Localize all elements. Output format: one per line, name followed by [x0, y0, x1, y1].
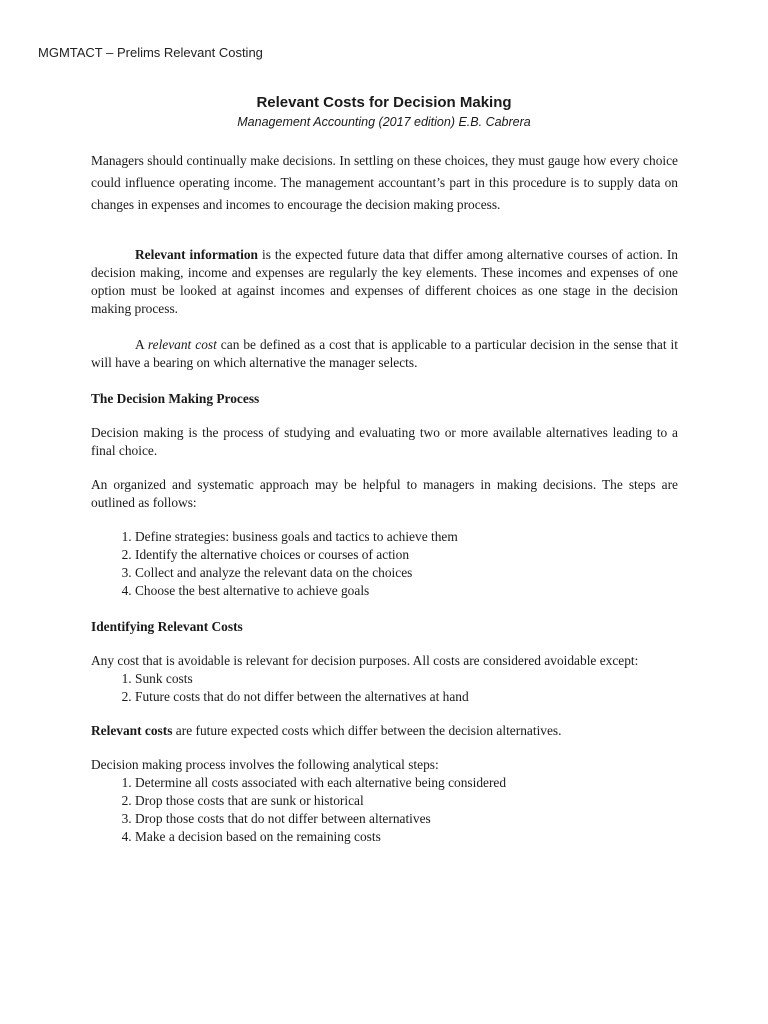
- identifying-paragraph: Any cost that is avoidable is relevant for decision purposes. All costs are considered avoidable except:: [91, 653, 639, 668]
- document-subtitle: Management Accounting (2017 edition) E.B. Cabrera: [237, 115, 531, 129]
- document-body: [91, 150, 678, 846]
- identifying-heading: Identifying Relevant Costs: [91, 619, 243, 634]
- relevant-costs-term: Relevant costs: [91, 723, 173, 738]
- list-item: 1. Determine all costs associated with each alternative being considered: [135, 774, 678, 792]
- relevant-cost-text: can be defined as a cost that is applicable to a particular decision in the sense that it will have a bearing on which alternative the manager selects.: [91, 337, 678, 370]
- document-title: Relevant Costs for Decision Making: [256, 94, 512, 111]
- relevant-information-paragraph: [91, 246, 678, 318]
- relevant-information-text: is the expected future data that differ among alternative courses of action. In decision making, income and expenses are regularly the key elements. These incomes and expenses of one option must be looked at against incomes and expenses of different choices as one stage in the decision making process.: [91, 247, 678, 316]
- intro-paragraph: Managers should continually make decisions. In settling on these choices, they must gauge how every choice could influence operating income. The management accountant’s part in this procedure is to supply data on changes in expenses and incomes to encourage the decision making process.: [91, 153, 678, 212]
- list-item: 4. Make a decision based on the remaining costs: [135, 828, 678, 846]
- relevant-information-term: Relevant information: [135, 247, 258, 262]
- list-item: 1. Sunk costs: [135, 670, 678, 688]
- list-item: 1. Define strategies: business goals and tactics to achieve them: [135, 528, 678, 546]
- decision-approach-paragraph: An organized and systematic approach may be helpful to managers in making decisions. The steps are outlined as follows:: [91, 477, 678, 510]
- relevant-cost-paragraph: [91, 336, 678, 372]
- relevant-cost-prefix: A: [135, 337, 148, 352]
- list-item: 2. Future costs that do not differ between the alternatives at hand: [135, 688, 678, 706]
- relevant-costs-text: are future expected costs which differ between the decision alternatives.: [172, 723, 562, 738]
- analytical-steps-list: [91, 774, 678, 846]
- relevant-costs-paragraph: [91, 722, 678, 740]
- page-header: MGMTACT – Prelims Relevant Costing: [38, 45, 263, 60]
- list-item: 2. Drop those costs that are sunk or historical: [135, 792, 678, 810]
- decision-definition-paragraph: Decision making is the process of studying and evaluating two or more available alternatives leading to a final choice.: [91, 425, 678, 458]
- analytical-intro-paragraph: Decision making process involves the following analytical steps:: [91, 757, 439, 772]
- list-item: 4. Choose the best alternative to achieve goals: [135, 582, 678, 600]
- exceptions-list: [91, 670, 678, 706]
- decision-process-heading: The Decision Making Process: [91, 391, 260, 406]
- relevant-cost-term: relevant cost: [147, 337, 217, 352]
- decision-steps-list: [91, 528, 678, 600]
- list-item: 3. Collect and analyze the relevant data on the choices: [135, 564, 678, 582]
- list-item: 3. Drop those costs that do not differ between alternatives: [135, 810, 678, 828]
- list-item: 2. Identify the alternative choices or courses of action: [135, 546, 678, 564]
